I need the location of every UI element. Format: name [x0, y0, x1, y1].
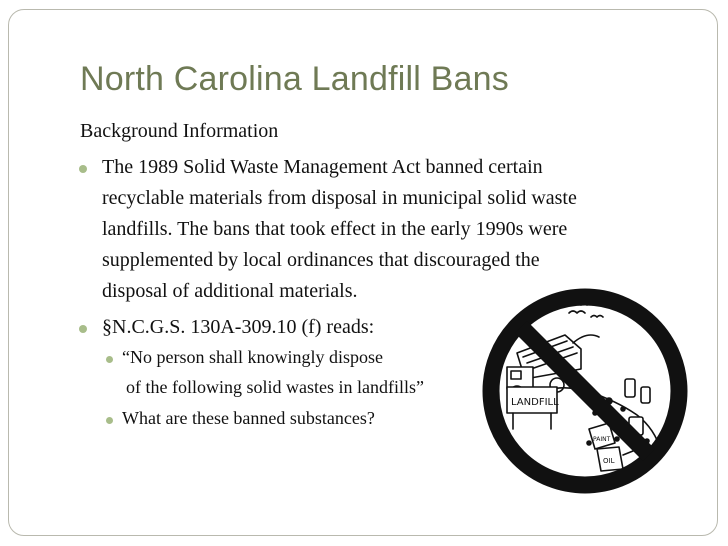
bullet1-line-2: recyclable materials from disposal in municipal solid waste — [102, 187, 577, 209]
sub-bullet-dot — [106, 417, 113, 424]
landfill-sign-label: LANDFILL — [511, 397, 559, 408]
bullet2-text: §N.C.G.S. 130A-309.10 (f) reads: — [102, 316, 375, 338]
paint-can-label: PAINT — [593, 436, 611, 443]
sub2-text: What are these banned substances? — [122, 408, 375, 428]
bullet1-line-5: disposal of additional materials. — [102, 280, 358, 302]
subheading: Background Information — [80, 120, 279, 142]
bullet-dot — [79, 325, 87, 333]
bullet1-line-1: The 1989 Solid Waste Management Act banned certain — [102, 156, 543, 178]
sub1-line-2: of the following solid wastes in landfills” — [126, 377, 424, 397]
bullet1-line-3: landfills. The bans that took effect in the early 1990s were — [102, 218, 568, 240]
bullet1-line-4: supplemented by local ordinances that discouraged the — [102, 249, 540, 271]
oil-can-label: OIL — [603, 457, 615, 465]
sub1-line-1: “No person shall knowingly dispose — [122, 347, 383, 367]
slide-title: North Carolina Landfill Bans — [80, 60, 509, 98]
sub-bullet-dot — [106, 356, 113, 363]
bullet-dot — [79, 165, 87, 173]
no-landfill-icon — [477, 283, 693, 499]
